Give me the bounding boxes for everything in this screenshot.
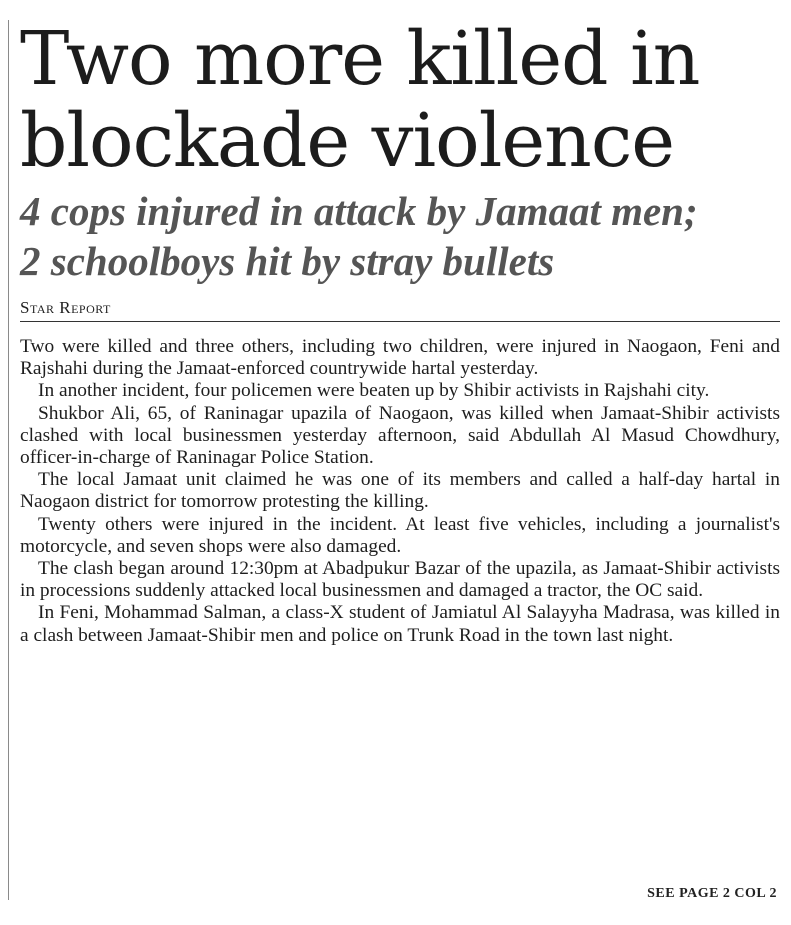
- headline-line: Two more killed in: [20, 16, 700, 102]
- byline-rule: [20, 298, 780, 322]
- headline: [20, 18, 780, 182]
- continuation-note: SEE PAGE 2 COL 2: [647, 886, 777, 901]
- body-paragraph: Two were killed and three others, including two children, were injured in Naogaon, Feni and Rajshahi during the Jamaat-enforced countrywide hartal yesterday.: [20, 336, 780, 380]
- body-paragraph: The local Jamaat unit claimed he was one of its members and called a half-day hartal in Naogaon district for tomorrow protesting the killing.: [20, 469, 780, 513]
- column-rule: [8, 20, 9, 900]
- body-paragraph: In another incident, four policemen were beaten up by Shibir activists in Rajshahi city.: [38, 380, 710, 402]
- body-paragraph: In Feni, Mohammad Salman, a class-X student of Jamiatul Al Salayyha Madrasa, was killed in a clash between Jamaat-Shibir men and police on Trunk Road in the town last night.: [20, 602, 780, 646]
- subheadline-line: 4 cops injured in attack by Jamaat men;: [20, 188, 698, 234]
- body-paragraph: Twenty others were injured in the incident. At least five vehicles, including a journalist's motorcycle, and seven shops were also damaged.: [20, 513, 780, 557]
- news-article: [20, 18, 780, 647]
- subheadline-line: 2 schoolboys hit by stray bullets: [20, 238, 555, 284]
- article-body: [20, 336, 780, 647]
- subheadline: [20, 186, 780, 286]
- body-paragraph: Shukbor Ali, 65, of Raninagar upazila of Naogaon, was killed when Jamaat-Shibir activists clashed with local businessmen yesterday afternoon, said Abdullah Al Masud Chowdhury, officer-in-charge of Raninagar Police Station.: [20, 402, 780, 469]
- body-paragraph: The clash began around 12:30pm at Abadpukur Bazar of the upazila, as Jamaat-Shibir activists in processions suddenly attacked local businessmen and damaged a tractor, the OC said.: [20, 558, 780, 602]
- headline-line: blockade violence: [20, 98, 675, 184]
- byline: Star Report: [20, 298, 111, 317]
